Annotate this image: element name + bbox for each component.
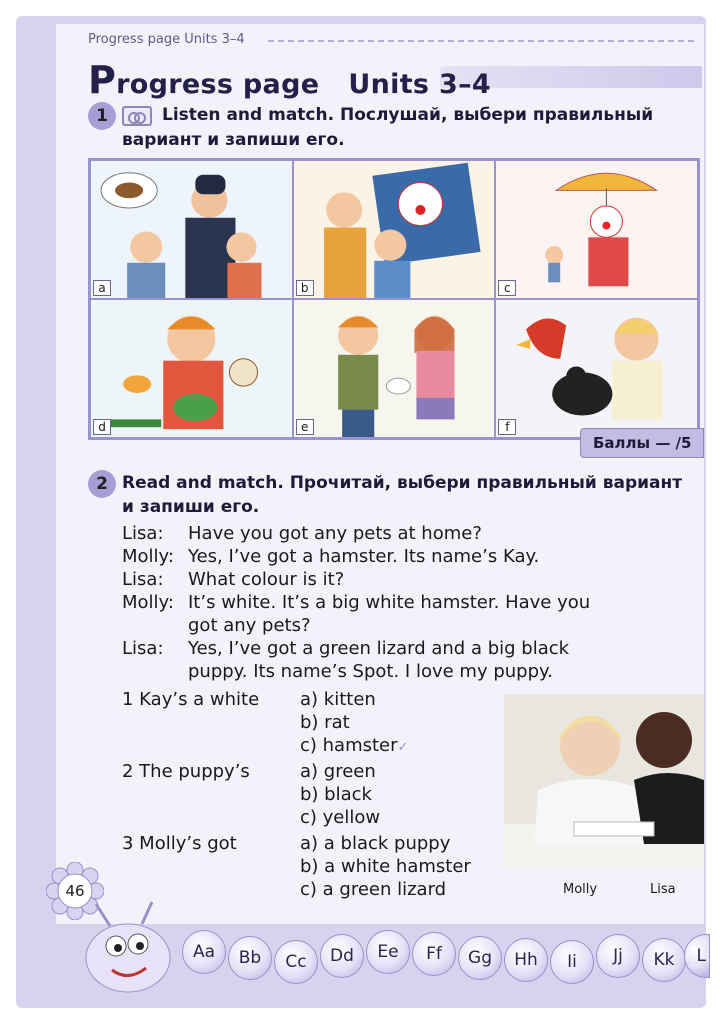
utterance: Yes, I’ve got a green lizard and a big black xyxy=(188,638,570,659)
option[interactable]: a) a black puppy xyxy=(300,833,451,854)
picture-f-illustration xyxy=(496,300,697,437)
alphabet-letter: Kk xyxy=(642,938,686,982)
picture-b-label: b xyxy=(296,280,314,296)
score-box: Баллы — /5 xyxy=(580,428,704,458)
children-photo-image xyxy=(504,694,704,868)
dialogue-line xyxy=(122,568,648,591)
alphabet-letter: Dd xyxy=(320,934,364,978)
picture-e-label: e xyxy=(296,419,314,435)
alphabet-letter: Ii xyxy=(550,940,594,984)
question-options xyxy=(300,760,520,829)
picture-b xyxy=(293,160,496,299)
picture-c xyxy=(495,160,698,299)
cassette-icon xyxy=(122,106,152,126)
picture-d-illustration xyxy=(91,300,292,437)
dialogue-line xyxy=(122,660,648,683)
option[interactable]: b) rat xyxy=(300,712,350,733)
option[interactable]: a) kitten xyxy=(300,689,376,710)
option[interactable]: a) green xyxy=(300,761,376,782)
running-head: Progress page Units 3–4 xyxy=(88,32,245,47)
alphabet-letter: Jj xyxy=(596,934,640,978)
picture-e-illustration xyxy=(294,300,495,437)
question-options xyxy=(300,832,520,901)
exercise-1-instruction-line2: вариант и запиши его. xyxy=(122,130,345,150)
option-selected[interactable] xyxy=(300,734,520,759)
alphabet-letter: Bb xyxy=(228,936,272,980)
utterance: got any pets? xyxy=(188,615,311,636)
speaker: Lisa: xyxy=(122,523,164,544)
alphabet-letter: Aa xyxy=(182,930,226,974)
speaker xyxy=(122,660,188,683)
dialogue xyxy=(122,522,648,683)
header-rule xyxy=(268,40,698,42)
caption-molly: Molly xyxy=(563,882,598,897)
picture-b-illustration xyxy=(294,161,495,298)
exercise-1-number: 1 xyxy=(88,102,116,130)
caterpillar-head-icon xyxy=(66,900,186,996)
dialogue-line xyxy=(122,591,648,614)
dialogue-line xyxy=(122,522,648,545)
exercise-1-instruction-line1: Listen and match. Послушай, выбери правильный xyxy=(162,105,654,125)
dialogue-line xyxy=(122,637,648,660)
dialogue-line xyxy=(122,614,648,637)
picture-a xyxy=(90,160,293,299)
page-number: 46 xyxy=(65,882,85,900)
speaker xyxy=(122,614,188,637)
exercise-2-number: 2 xyxy=(88,470,116,498)
option[interactable]: c) a green lizard xyxy=(300,879,447,900)
exercise-2-instruction-line2: и запиши его. xyxy=(122,497,260,517)
alphabet-letter: Gg xyxy=(458,936,502,980)
picture-a-label: a xyxy=(93,280,111,296)
title-units: Units 3–4 xyxy=(348,69,491,100)
speaker: Molly: xyxy=(122,546,174,567)
checkmark-icon: ✓ xyxy=(397,740,409,755)
picture-f xyxy=(495,299,698,438)
title-text: rogress page xyxy=(116,69,320,100)
speaker: Lisa: xyxy=(122,569,164,590)
alphabet-letter: L xyxy=(684,934,710,978)
option-text: c) hamster xyxy=(300,735,398,756)
alphabet-caterpillar xyxy=(170,926,710,986)
picture-a-illustration xyxy=(91,161,292,298)
picture-f-label: f xyxy=(498,419,516,435)
page-title xyxy=(88,58,491,102)
utterance: What colour is it? xyxy=(188,569,345,590)
caption-lisa: Lisa xyxy=(650,882,676,897)
question-stem: 2 The puppy’s xyxy=(122,761,250,782)
option[interactable]: b) a white hamster xyxy=(300,856,471,877)
picture-c-illustration xyxy=(496,161,697,298)
picture-e xyxy=(293,299,496,438)
alphabet-letter: Cc xyxy=(274,940,318,984)
utterance: Have you got any pets at home? xyxy=(188,523,482,544)
dialogue-line xyxy=(122,545,648,568)
option[interactable]: c) yellow xyxy=(300,807,381,828)
utterance: puppy. Its name’s Spot. I love my puppy. xyxy=(188,661,553,682)
picture-c-label: c xyxy=(498,280,516,296)
alphabet-letter: Ff xyxy=(412,932,456,976)
utterance: It’s white. It’s a big white hamster. Have you xyxy=(188,592,591,613)
utterance: Yes, I’ve got a hamster. Its name’s Kay. xyxy=(188,546,540,567)
picture-grid xyxy=(88,158,700,440)
speaker: Lisa: xyxy=(122,638,164,659)
question-options xyxy=(300,688,520,759)
alphabet-letter: Ee xyxy=(366,930,410,974)
question-stem: 3 Molly’s got xyxy=(122,833,237,854)
alphabet-letter: Hh xyxy=(504,938,548,982)
exercise-2-instruction-line1: Read and match. Прочитай, выбери правильный вариант xyxy=(122,473,683,493)
option[interactable]: b) black xyxy=(300,784,372,805)
picture-d-label: d xyxy=(93,419,111,435)
speaker: Molly: xyxy=(122,592,174,613)
question-stem: 1 Kay’s a white xyxy=(122,689,260,710)
picture-d xyxy=(90,299,293,438)
children-photo xyxy=(504,694,704,868)
title-initial: P xyxy=(88,58,117,102)
